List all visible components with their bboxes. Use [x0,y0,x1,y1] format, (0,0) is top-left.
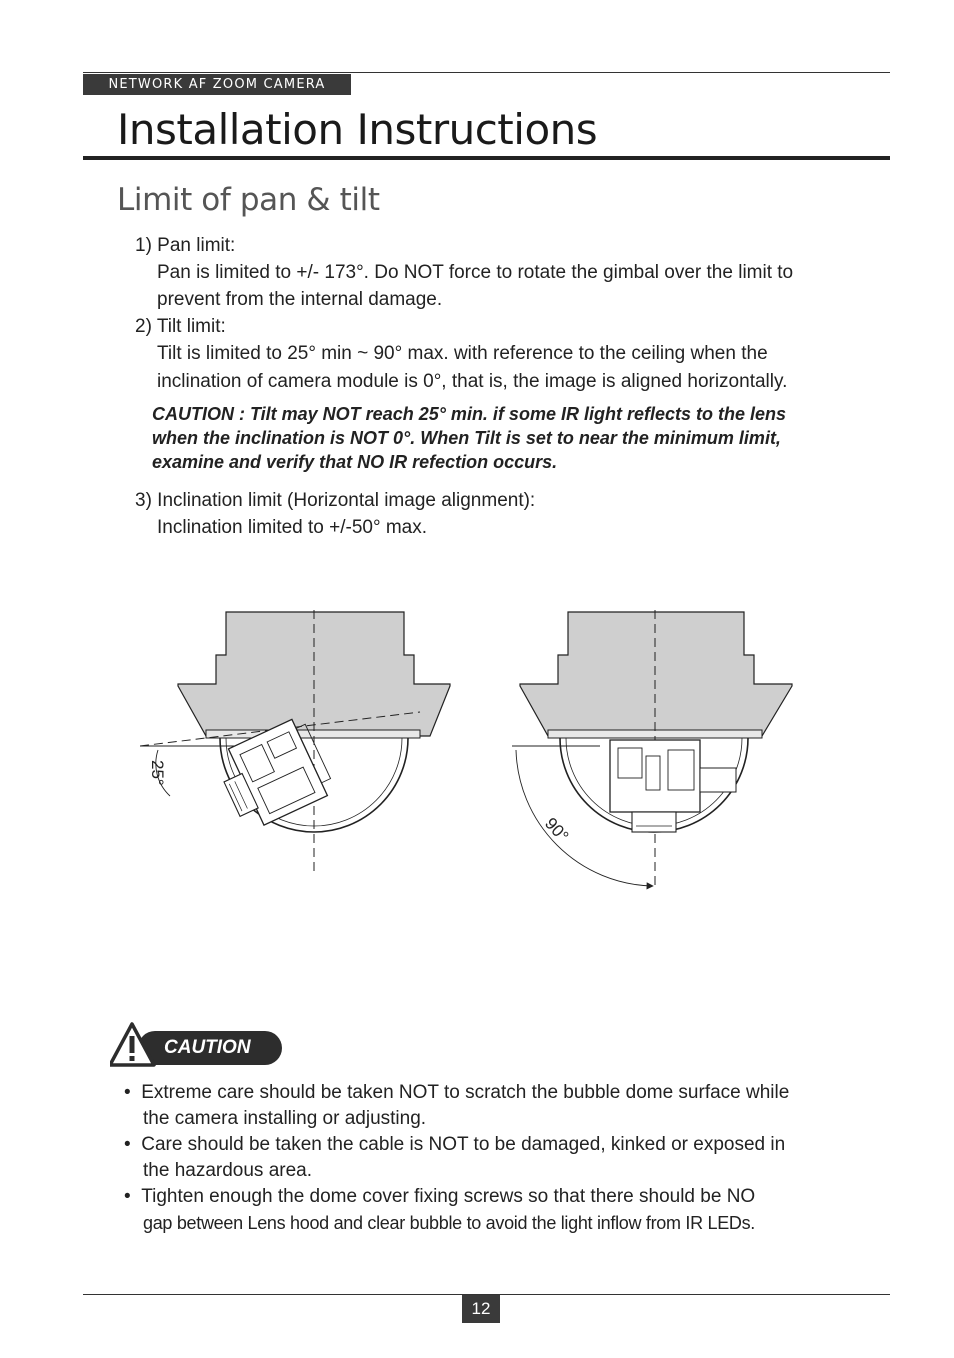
caution-bullet-list [124,1080,864,1236]
angle-label-25: 25° [148,760,167,786]
tilt-limit-text-line2: inclination of camera module is 0°, that is, the image is aligned horizontally. [157,371,788,392]
caution-bullet-2-line2: the hazardous area. [143,1160,313,1181]
dome-left-25deg [140,610,450,875]
camera-module-right [610,740,736,832]
tilt-caution-note [152,402,872,474]
caution-bullet-3: • Tighten enough the dome cover fixing screws so that there should be NO gap between Lens hood and clear bubble to avoid the light inflow from IR LEDs. [124,1184,864,1236]
tilt-caution-line2: when the inclination is NOT 0°. When Tilt is set to near the minimum limit, [152,428,781,448]
caution-bullet-2: • Care should be taken the cable is NOT to be damaged, kinked or exposed in the hazardous area. [124,1132,864,1184]
tilt-caution-line1: CAUTION : Tilt may NOT reach 25° min. if some IR light reflects to the lens [152,404,786,424]
top-rule [83,72,890,73]
caution-bullet-2-line1: Care should be taken the cable is NOT to be damaged, kinked or exposed in [141,1134,786,1155]
tilt-limit-diagram [140,600,820,900]
caution-bullet-1-line1: Extreme care should be taken NOT to scratch the bubble dome surface while [141,1082,790,1103]
caution-bullet-3-line1: Tighten enough the dome cover fixing screws so that there should be NO [141,1186,756,1207]
inclination-limit-text: Inclination limited to +/-50° max. [157,517,428,538]
page-title: Installation Instructions [117,105,598,154]
tilt-limit-text-line1: Tilt is limited to 25° min ~ 90° max. with reference to the ceiling when the [157,343,768,364]
pan-limit-heading: 1) Pan limit: [135,235,236,256]
inclination-limit-heading: 3) Inclination limit (Horizontal image alignment): [135,490,536,511]
caution-label: CAUTION [164,1037,251,1058]
caution-bullet-3-line2: gap between Lens hood and clear bubble to avoid the light inflow from IR LEDs. [143,1213,755,1233]
caution-bullet-1-line2: the camera installing or adjusting. [143,1108,427,1129]
tilt-caution-line3: examine and verify that NO IR refection occurs. [152,452,558,472]
tilt-limit-heading: 2) Tilt limit: [135,316,226,337]
pan-limit-text-line1: Pan is limited to +/- 173°. Do NOT force to rotate the gimbal over the limit to [157,262,794,283]
dome-right-90deg [512,610,792,888]
title-rule [83,156,890,160]
housing-right [520,612,792,736]
section-title: Limit of pan & tilt [117,182,380,218]
caution-bullet-1: • Extreme care should be taken NOT to scratch the bubble dome surface while the camera installing or adjusting. [124,1080,864,1132]
angle-label-90: 90° [541,813,573,846]
product-name-tab: NETWORK AF ZOOM CAMERA [83,74,351,95]
page-number: 12 [462,1295,500,1323]
pan-limit-text-line2: prevent from the internal damage. [157,289,443,310]
